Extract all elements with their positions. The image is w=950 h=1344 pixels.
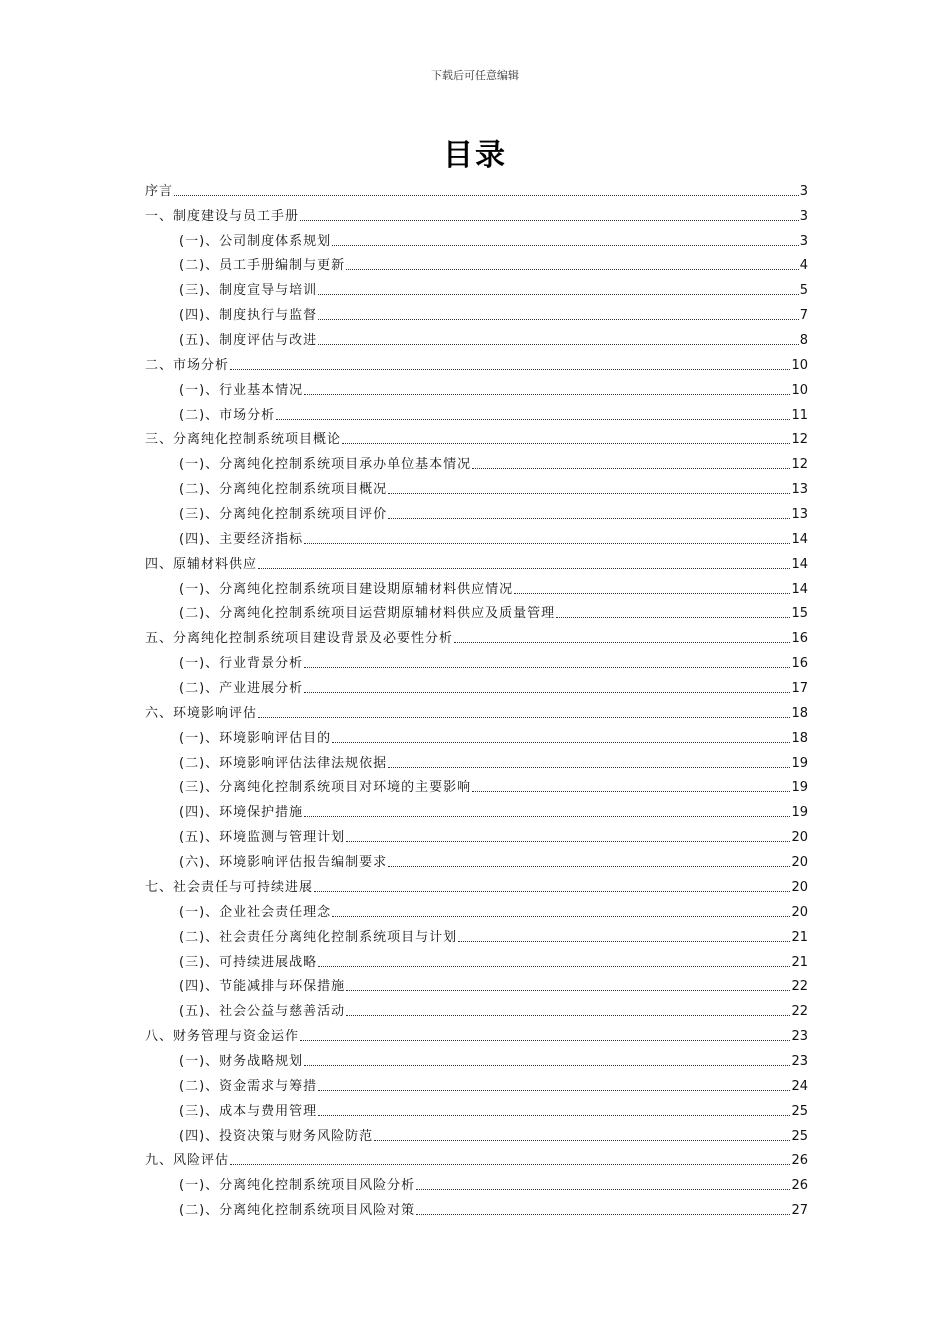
toc-entry[interactable] — [145, 1020, 808, 1045]
toc-entry-page: 11 — [791, 407, 808, 423]
toc-entry[interactable] — [145, 498, 808, 523]
toc-dot-leader — [304, 692, 790, 693]
toc-dot-leader — [472, 791, 790, 792]
toc-entry-page: 22 — [791, 979, 808, 995]
toc-entry-page: 23 — [791, 1029, 808, 1045]
toc-entry[interactable] — [145, 896, 808, 921]
toc-dot-leader — [304, 816, 790, 817]
toc-entry[interactable] — [145, 772, 808, 797]
toc-dot-leader — [230, 369, 790, 370]
toc-dot-leader — [304, 394, 790, 395]
toc-entry-title: (二)、资金需求与筹措 — [179, 1078, 318, 1094]
toc-entry-page: 25 — [791, 1128, 808, 1144]
toc-entry-title: (四)、投资决策与财务风险防范 — [179, 1128, 374, 1144]
toc-entry-page: 14 — [791, 531, 808, 547]
toc-dot-leader — [416, 1189, 790, 1190]
toc-entry-page: 27 — [791, 1203, 808, 1219]
toc-entry-title: 五、分离纯化控制系统项目建设背景及必要性分析 — [145, 631, 454, 647]
toc-entry-page: 13 — [791, 507, 808, 523]
toc-entry-page: 26 — [791, 1178, 808, 1194]
toc-entry-title: (二)、分离纯化控制系统项目运营期原辅材料供应及质量管理 — [179, 606, 556, 622]
toc-entry-title: (一)、分离纯化控制系统项目建设期原辅材料供应情况 — [179, 581, 514, 597]
toc-entry-title: (四)、环境保护措施 — [179, 805, 304, 821]
toc-entry-title: (三)、分离纯化控制系统项目对环境的主要影响 — [179, 780, 472, 796]
toc-entry-title: 二、市场分析 — [145, 357, 230, 373]
toc-entry-page: 21 — [791, 954, 808, 970]
toc-entry-title: (五)、社会公益与慈善活动 — [179, 1004, 346, 1020]
toc-dot-leader — [332, 916, 790, 917]
toc-entry-page: 17 — [791, 681, 808, 697]
toc-entry[interactable] — [145, 324, 808, 349]
toc-dot-leader — [388, 493, 790, 494]
toc-entry[interactable] — [145, 473, 808, 498]
toc-entry[interactable] — [145, 1070, 808, 1095]
toc-dot-leader — [346, 1015, 790, 1016]
toc-entry[interactable] — [145, 175, 808, 200]
toc-dot-leader — [346, 841, 790, 842]
toc-entry-title: (六)、环境影响评估报告编制要求 — [179, 855, 388, 871]
toc-entry[interactable] — [145, 349, 808, 374]
toc-entry-title: 序言 — [145, 183, 174, 199]
toc-entry[interactable] — [145, 1145, 808, 1170]
toc-dot-leader — [318, 1115, 790, 1116]
toc-entry-page: 26 — [791, 1153, 808, 1169]
toc-entry[interactable] — [145, 697, 808, 722]
toc-entry-page: 14 — [791, 581, 808, 597]
toc-entry-title: 八、财务管理与资金运作 — [145, 1029, 300, 1045]
toc-entry-page: 16 — [791, 656, 808, 672]
toc-entry-title: (三)、可持续进展战略 — [179, 954, 318, 970]
toc-dot-leader — [300, 220, 799, 221]
toc-dot-leader — [346, 269, 799, 270]
toc-entry[interactable] — [145, 1045, 808, 1070]
toc-dot-leader — [318, 294, 799, 295]
toc-dot-leader — [556, 617, 790, 618]
toc-entry[interactable] — [145, 424, 808, 449]
toc-entry-title: (四)、主要经济指标 — [179, 531, 304, 547]
toc-entry-title: (一)、行业基本情况 — [179, 382, 304, 398]
toc-dot-leader — [304, 543, 790, 544]
toc-entry-page: 7 — [799, 308, 808, 324]
toc-entry-title: (二)、分离纯化控制系统项目概况 — [179, 482, 388, 498]
toc-entry-page: 3 — [799, 208, 808, 224]
toc-entry[interactable] — [145, 548, 808, 573]
toc-entry-title: (二)、员工手册编制与更新 — [179, 258, 346, 274]
toc-entry-page: 10 — [791, 382, 808, 398]
toc-entry[interactable] — [145, 573, 808, 598]
toc-entry-title: (二)、市场分析 — [179, 407, 276, 423]
toc-entry-title: (三)、制度宣导与培训 — [179, 283, 318, 299]
toc-entry-page: 19 — [791, 755, 808, 771]
toc-entry-title: (一)、公司制度体系规划 — [179, 233, 332, 249]
toc-dot-leader — [388, 767, 790, 768]
toc-dot-leader — [304, 1065, 790, 1066]
toc-entry[interactable] — [145, 647, 808, 672]
toc-dot-leader — [416, 1214, 790, 1215]
toc-dot-leader — [332, 245, 799, 246]
toc-entry[interactable] — [145, 871, 808, 896]
toc-dot-leader — [276, 419, 790, 420]
toc-dot-leader — [314, 891, 790, 892]
toc-entry-title: 四、原辅材料供应 — [145, 556, 258, 572]
toc-entry-page: 8 — [799, 333, 808, 349]
toc-entry-title: (二)、产业进展分析 — [179, 681, 304, 697]
toc-entry[interactable] — [145, 946, 808, 971]
toc-dot-leader — [230, 1164, 790, 1165]
toc-dot-leader — [454, 642, 790, 643]
toc-entry-page: 4 — [799, 258, 808, 274]
toc-dot-leader — [342, 443, 790, 444]
toc-entry-title: 一、制度建设与员工手册 — [145, 208, 300, 224]
toc-entry[interactable] — [145, 921, 808, 946]
toc-dot-leader — [374, 1140, 790, 1141]
toc-dot-leader — [318, 344, 799, 345]
toc-entry-title: (一)、企业社会责任理念 — [179, 904, 332, 920]
toc-entry-title: (一)、分离纯化控制系统项目风险分析 — [179, 1178, 416, 1194]
toc-entry-page: 19 — [791, 780, 808, 796]
toc-entry[interactable] — [145, 1120, 808, 1145]
toc-entry[interactable] — [145, 399, 808, 424]
toc-entry-title: (二)、环境影响评估法律法规依据 — [179, 755, 388, 771]
toc-entry-page: 13 — [791, 482, 808, 498]
toc-dot-leader — [300, 1040, 790, 1041]
toc-entry-page: 12 — [791, 457, 808, 473]
toc-dot-leader — [514, 593, 790, 594]
toc-entry-page: 24 — [791, 1078, 808, 1094]
table-of-contents — [145, 175, 808, 1219]
toc-dot-leader — [318, 966, 790, 967]
toc-entry-page: 21 — [791, 929, 808, 945]
toc-entry[interactable] — [145, 225, 808, 250]
toc-entry[interactable] — [145, 747, 808, 772]
toc-entry-page: 20 — [791, 855, 808, 871]
toc-entry[interactable] — [145, 250, 808, 275]
toc-entry-page: 23 — [791, 1053, 808, 1069]
toc-entry-page: 5 — [799, 283, 808, 299]
toc-entry[interactable] — [145, 622, 808, 647]
page-header: 下载后可任意编辑 — [431, 69, 519, 82]
toc-entry-page: 22 — [791, 1004, 808, 1020]
toc-dot-leader — [332, 742, 790, 743]
toc-entry-page: 20 — [791, 904, 808, 920]
toc-entry[interactable] — [145, 971, 808, 996]
toc-entry[interactable] — [145, 374, 808, 399]
toc-dot-leader — [258, 568, 790, 569]
toc-entry[interactable] — [145, 1169, 808, 1194]
toc-entry-title: (一)、分离纯化控制系统项目承办单位基本情况 — [179, 457, 472, 473]
toc-entry[interactable] — [145, 448, 808, 473]
toc-entry-title: (三)、成本与费用管理 — [179, 1103, 318, 1119]
toc-entry[interactable] — [145, 200, 808, 225]
toc-dot-leader — [174, 195, 799, 196]
toc-entry[interactable] — [145, 1095, 808, 1120]
toc-dot-leader — [304, 667, 790, 668]
toc-entry-title: (三)、分离纯化控制系统项目评价 — [179, 507, 388, 523]
toc-entry-page: 18 — [791, 705, 808, 721]
toc-entry[interactable] — [145, 672, 808, 697]
toc-entry-title: (五)、环境监测与管理计划 — [179, 830, 346, 846]
toc-dot-leader — [318, 319, 799, 320]
toc-entry[interactable] — [145, 299, 808, 324]
toc-dot-leader — [388, 866, 790, 867]
page-title: 目录 — [443, 138, 507, 173]
toc-entry-title: (二)、社会责任分离纯化控制系统项目与计划 — [179, 929, 458, 945]
toc-entry[interactable] — [145, 1194, 808, 1219]
toc-entry-title: 六、环境影响评估 — [145, 705, 258, 721]
toc-entry-title: (四)、节能减排与环保措施 — [179, 979, 346, 995]
toc-dot-leader — [346, 990, 790, 991]
toc-dot-leader — [258, 717, 790, 718]
toc-entry[interactable] — [145, 796, 808, 821]
toc-entry[interactable] — [145, 995, 808, 1020]
toc-entry-title: 九、风险评估 — [145, 1153, 230, 1169]
toc-entry[interactable] — [145, 598, 808, 623]
toc-entry-page: 20 — [791, 830, 808, 846]
toc-entry[interactable] — [145, 821, 808, 846]
toc-entry-title: 七、社会责任与可持续进展 — [145, 879, 314, 895]
toc-dot-leader — [458, 941, 790, 942]
toc-entry[interactable] — [145, 274, 808, 299]
toc-entry-page: 18 — [791, 730, 808, 746]
toc-entry-page: 25 — [791, 1103, 808, 1119]
toc-entry-title: (二)、分离纯化控制系统项目风险对策 — [179, 1203, 416, 1219]
toc-entry-page: 20 — [791, 879, 808, 895]
toc-entry-page: 15 — [791, 606, 808, 622]
toc-entry-title: 三、分离纯化控制系统项目概论 — [145, 432, 342, 448]
toc-dot-leader — [388, 518, 790, 519]
toc-entry-title: (一)、环境影响评估目的 — [179, 730, 332, 746]
toc-entry-page: 3 — [799, 233, 808, 249]
toc-entry-page: 16 — [791, 631, 808, 647]
toc-entry-page: 14 — [791, 556, 808, 572]
toc-entry-title: (四)、制度执行与监督 — [179, 308, 318, 324]
toc-dot-leader — [472, 468, 790, 469]
toc-entry[interactable] — [145, 722, 808, 747]
toc-entry-page: 19 — [791, 805, 808, 821]
toc-dot-leader — [318, 1090, 790, 1091]
toc-entry-title: (五)、制度评估与改进 — [179, 333, 318, 349]
toc-entry-title: (一)、行业背景分析 — [179, 656, 304, 672]
toc-entry-title: (一)、财务战略规划 — [179, 1053, 304, 1069]
toc-entry-page: 10 — [791, 357, 808, 373]
toc-entry-page: 12 — [791, 432, 808, 448]
toc-entry-page: 3 — [799, 183, 808, 199]
toc-entry[interactable] — [145, 523, 808, 548]
toc-entry[interactable] — [145, 846, 808, 871]
